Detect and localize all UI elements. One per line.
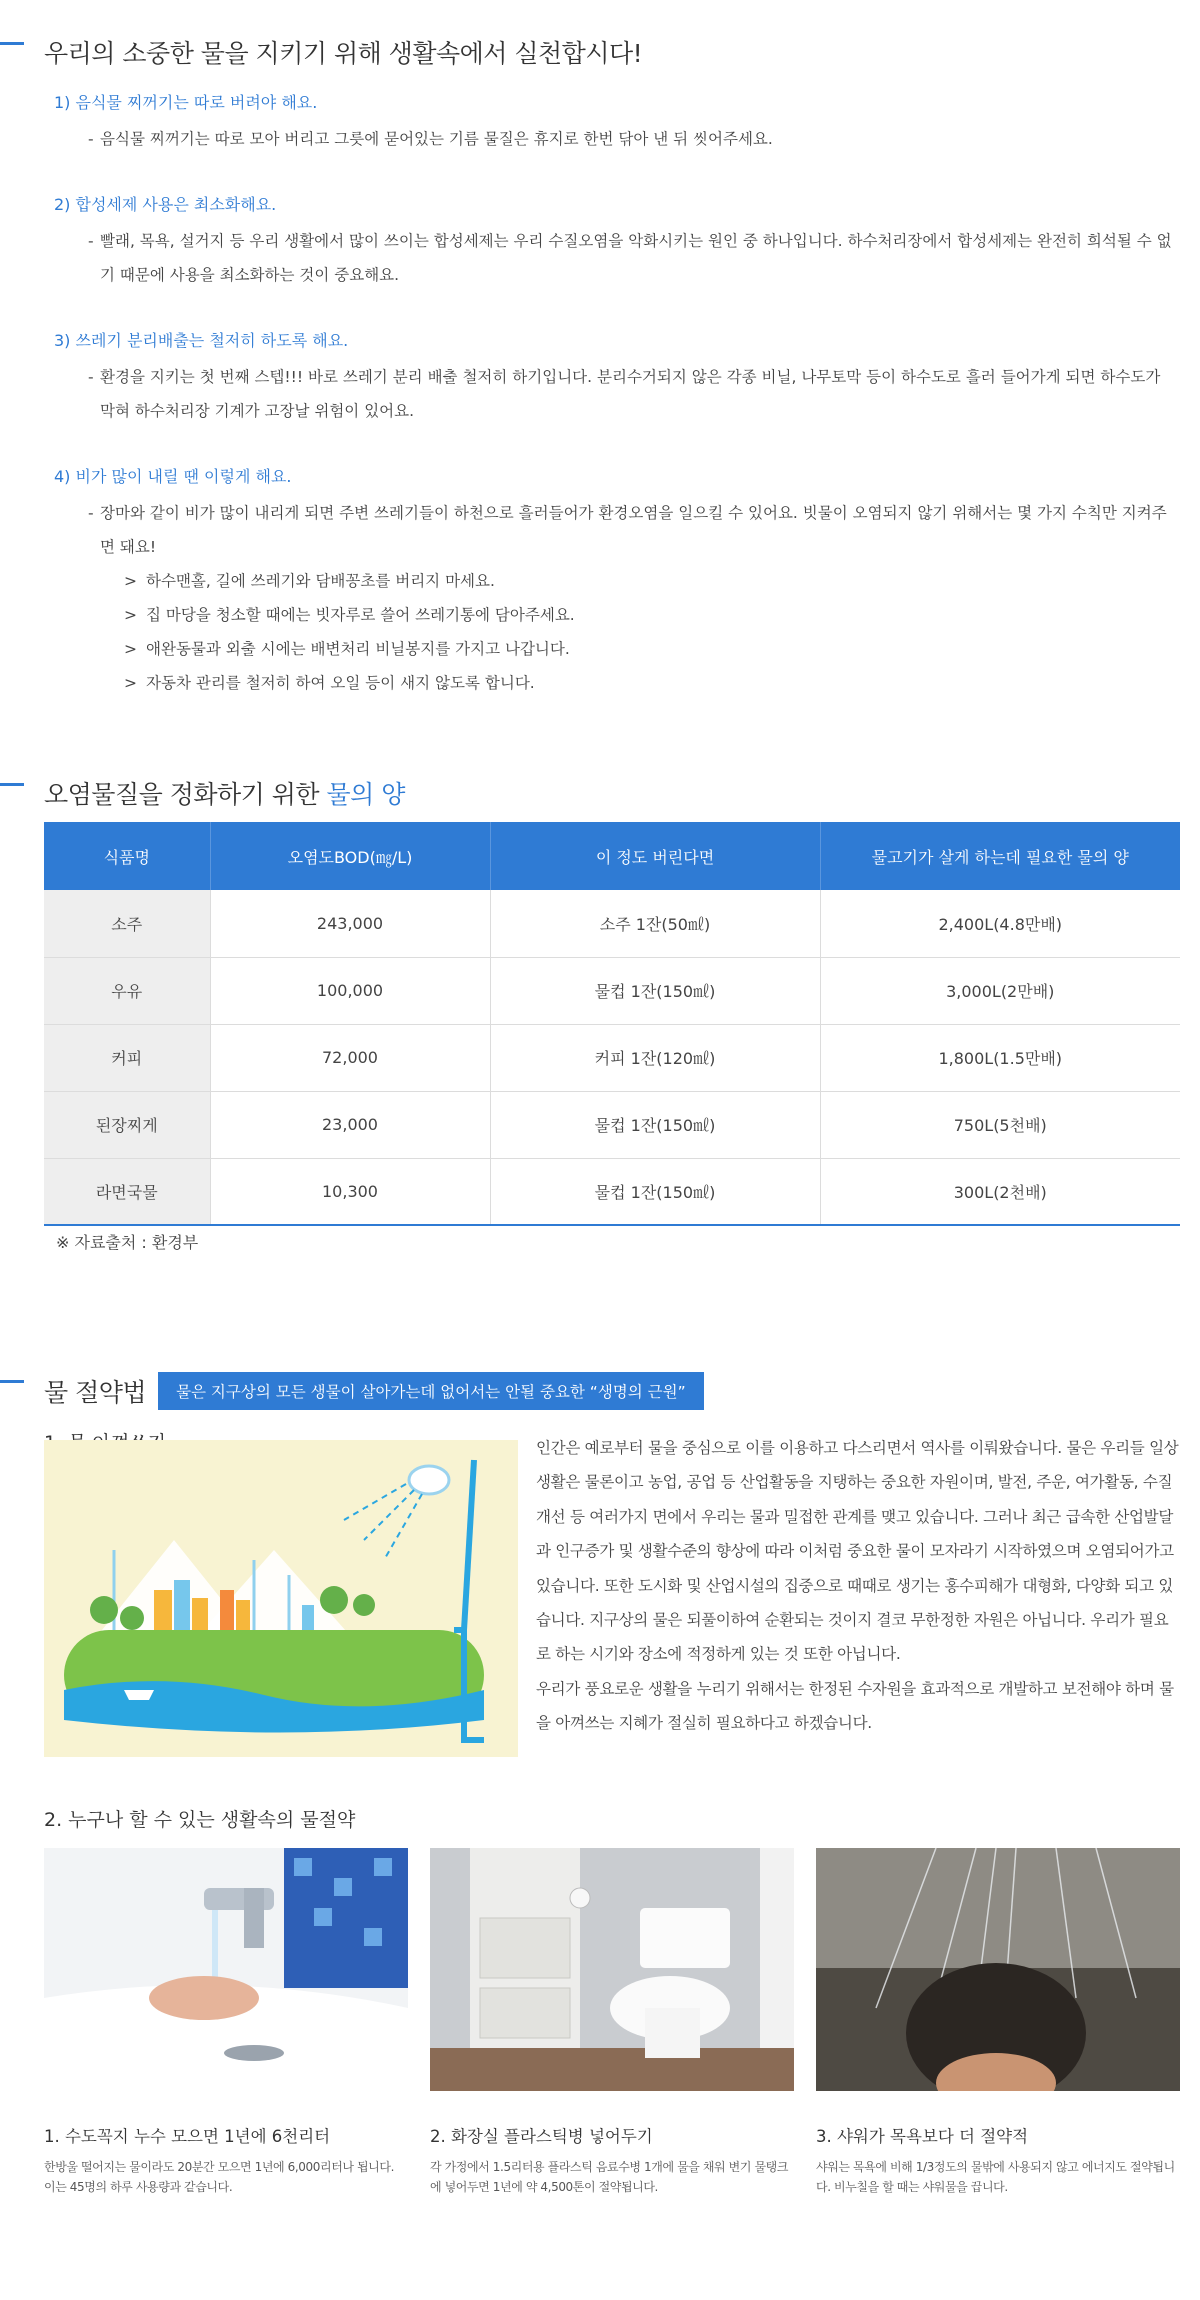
- source-of-life-badge: 물은 지구상의 모든 생물이 살아가는데 없어서는 안될 중요한 “생명의 근원”: [158, 1372, 704, 1410]
- tip-card-title: 1. 수도꼭지 누수 모으면 1년에 6천리터: [44, 2127, 331, 2146]
- water-needed-cell: 1,800L(1.5만배): [820, 1024, 1180, 1091]
- water-city-illustration: [44, 1440, 518, 1757]
- practice-heading: 우리의 소중한 물을 지키기 위해 생활속에서 실천합시다!: [44, 39, 643, 68]
- food-name-cell: 소주: [44, 890, 210, 957]
- heading-accent-bar: [0, 783, 24, 786]
- heading-accent-bar: [0, 1380, 24, 1383]
- practice-item-desc: - 환경을 지키는 첫 번째 스텝!!! 바로 쓰레기 분리 배출 철저히 하기입니다. 분리수거되지 않은 각종 비닐, 나무토막 등이 하수도로 흘러 들어가게 되면 하수도가 막혀 하수처리장 기계가 고장날 위험이 있어요.: [88, 368, 1161, 420]
- column-header: 이 정도 버린다면: [490, 822, 820, 890]
- amount-cell: 물컵 1잔(150㎖): [490, 1091, 820, 1158]
- amount-cell: 커피 1잔(120㎖): [490, 1024, 820, 1091]
- paragraph-text: 인간은 예로부터 물을 중심으로 이를 이용하고 다스리면서 역사를 이뤄왔습니다. 물은 우리들 일상생활은 물론이고 농업, 공업 등 산업활동을 지탱하는 중요한 자원이며, 발전, 주운, 여가활동, 수질개선 등 여러가지 면에서 우리는 물과 밀접한 관계를 맺고 있습니다. 그러나 최근 급속한 산업발달과 인구증가 및 생활수준의 향상에 따라 이처럼 중요한 물이 모자라기 시작하였으며 오염되어가고 있습니다. 또한 도시화 및 산업시설의 집중으로 때때로 생기는 홍수피해가 대형화, 다양화 되고 있습니다. 지구상의 물은 되풀이하여 순환되는 것이지 결코 무한정한 자원은 아닙니다. 우리가 필요로 하는 시기와 장소에 적정하게 있는 것 또한 아닙니다.: [536, 1439, 1179, 1664]
- water-needed-cell: 2,400L(4.8만배): [820, 890, 1180, 957]
- rain-rule: > 애완동물과 외출 시에는 배변처리 비닐봉지를 가지고 나갑니다.: [124, 640, 570, 658]
- practice-item-desc: - 빨래, 목욕, 설거지 등 우리 생활에서 많이 쓰이는 합성세제는 우리 수질오염을 악화시키는 원인 중 하나입니다. 하수처리장에서 합성세제는 완전히 희석될 수 없기 때문에 사용을 최소화하는 것이 중요해요.: [88, 232, 1172, 284]
- column-header: 오염도BOD(㎎/L): [210, 822, 490, 890]
- practice-item: [54, 330, 1174, 428]
- rain-rule: > 하수맨홀, 길에 쓰레기와 담배꽁초를 버리지 마세요.: [124, 572, 495, 590]
- table-row: [44, 957, 1180, 1024]
- water-amount-heading: 오염물질을 정화하기 위한 물의 양: [44, 780, 405, 809]
- water-needed-cell: 3,000L(2만배): [820, 957, 1180, 1024]
- shower-photo: [816, 1848, 1180, 2091]
- toilet-photo: [430, 1848, 794, 2091]
- practice-item: [54, 466, 1174, 700]
- tip-card: [816, 1848, 1180, 2197]
- practice-list: [54, 92, 1174, 700]
- data-source-note: ※ 자료출처 : 환경부: [56, 1233, 199, 1252]
- section-header-practice: [0, 34, 642, 70]
- eco-city-image: [44, 1440, 518, 1757]
- column-header: 물고기가 살게 하는데 필요한 물의 양: [820, 822, 1180, 890]
- rain-rules-list: [54, 564, 1174, 700]
- bod-cell: 72,000: [210, 1024, 490, 1091]
- table-row: [44, 1091, 1180, 1158]
- bod-cell: 10,300: [210, 1158, 490, 1225]
- subsection-title: 2. 누구나 할 수 있는 생활속의 물절약: [44, 1809, 356, 1831]
- food-name-cell: 커피: [44, 1024, 210, 1091]
- water-needed-cell: 750L(5천배): [820, 1091, 1180, 1158]
- amount-cell: 물컵 1잔(150㎖): [490, 957, 820, 1024]
- tip-card: [44, 1848, 408, 2197]
- practice-item-title: 1) 음식물 찌꺼기는 따로 버려야 해요.: [54, 93, 318, 112]
- practice-item: [54, 92, 1174, 156]
- table-row: [44, 1024, 1180, 1091]
- tip-card-title: 2. 화장실 플라스틱병 넣어두기: [430, 2127, 653, 2146]
- tip-card-desc: 한방울 떨어지는 물이라도 20분간 모으면 1년에 6,000리터나 됩니다. 이는 45명의 하루 사용량과 같습니다.: [44, 2160, 394, 2194]
- rain-rule: > 자동차 관리를 철저히 하여 오일 등이 새지 않도록 합니다.: [124, 674, 535, 692]
- rain-rule: > 집 마당을 청소할 때에는 빗자루로 쓸어 쓰레기통에 담아주세요.: [124, 606, 575, 624]
- water-saving-heading: 물 절약법: [44, 1378, 147, 1407]
- food-name-cell: 된장찌게: [44, 1091, 210, 1158]
- amount-cell: 소주 1잔(50㎖): [490, 890, 820, 957]
- faucet-photo: [44, 1848, 408, 2091]
- practice-item-title: 4) 비가 많이 내릴 땐 이렇게 해요.: [54, 467, 292, 486]
- practice-item-desc: - 음식물 찌꺼기는 따로 모아 버리고 그릇에 묻어있는 기름 물질은 휴지로 한번 닦아 낸 뒤 씻어주세요.: [88, 130, 773, 148]
- pollution-table: [44, 822, 1180, 1226]
- tip-card-title: 3. 샤워가 목욕보다 더 절약적: [816, 2127, 1029, 2146]
- table-row: [44, 1158, 1180, 1225]
- tip-card: [430, 1848, 794, 2197]
- paragraph-text: 우리가 풍요로운 생활을 누리기 위해서는 한정된 수자원을 효과적으로 개발하고 보전해야 하며 물을 아껴쓰는 지혜가 절실히 필요하다고 하겠습니다.: [536, 1679, 1174, 1733]
- table-row: [44, 890, 1180, 957]
- column-header: 식품명: [44, 822, 210, 890]
- practice-item-desc: - 장마와 같이 비가 많이 내리게 되면 주변 쓰레기들이 하천으로 흘러들어가 환경오염을 일으킬 수 있어요. 빗물이 오염되지 않기 위해서는 몇 가지 수칙만 지켜주면 돼요!: [88, 504, 1167, 556]
- water-needed-cell: 300L(2천배): [953, 1182, 1047, 1202]
- practice-item-title: 2) 합성세제 사용은 최소화해요.: [54, 195, 277, 214]
- amount-cell: 물컵 1잔(150㎖): [490, 1158, 820, 1225]
- tips-cards: [44, 1848, 1180, 2197]
- tip-card-desc: 샤워는 목욕에 비해 1/3정도의 물밖에 사용되지 않고 에너지도 절약됩니다. 비누칠을 할 때는 샤워물을 끕니다.: [816, 2160, 1175, 2194]
- section-header-water-amount: [0, 775, 405, 811]
- heading-accent-bar: [0, 42, 24, 45]
- bod-cell: 23,000: [210, 1091, 490, 1158]
- heading-highlight: 물의 양: [326, 780, 405, 809]
- food-name-cell: 라면국물: [44, 1158, 210, 1225]
- section-header-water-saving: [0, 1372, 704, 1410]
- table-header-row: [44, 822, 1180, 890]
- bod-cell: 243,000: [210, 890, 490, 957]
- bod-cell: 100,000: [210, 957, 490, 1024]
- practice-item: [54, 194, 1174, 292]
- water-conservation-paragraph: [536, 1431, 1181, 1741]
- food-name-cell: 우유: [44, 957, 210, 1024]
- tip-card-desc: 각 가정에서 1.5리터용 플라스틱 음료수병 1개에 물을 채워 변기 물탱크에 넣어두면 1년에 약 4,500톤이 절약됩니다.: [430, 2160, 789, 2194]
- practice-item-title: 3) 쓰레기 분리배출는 철저히 하도록 해요.: [54, 331, 349, 350]
